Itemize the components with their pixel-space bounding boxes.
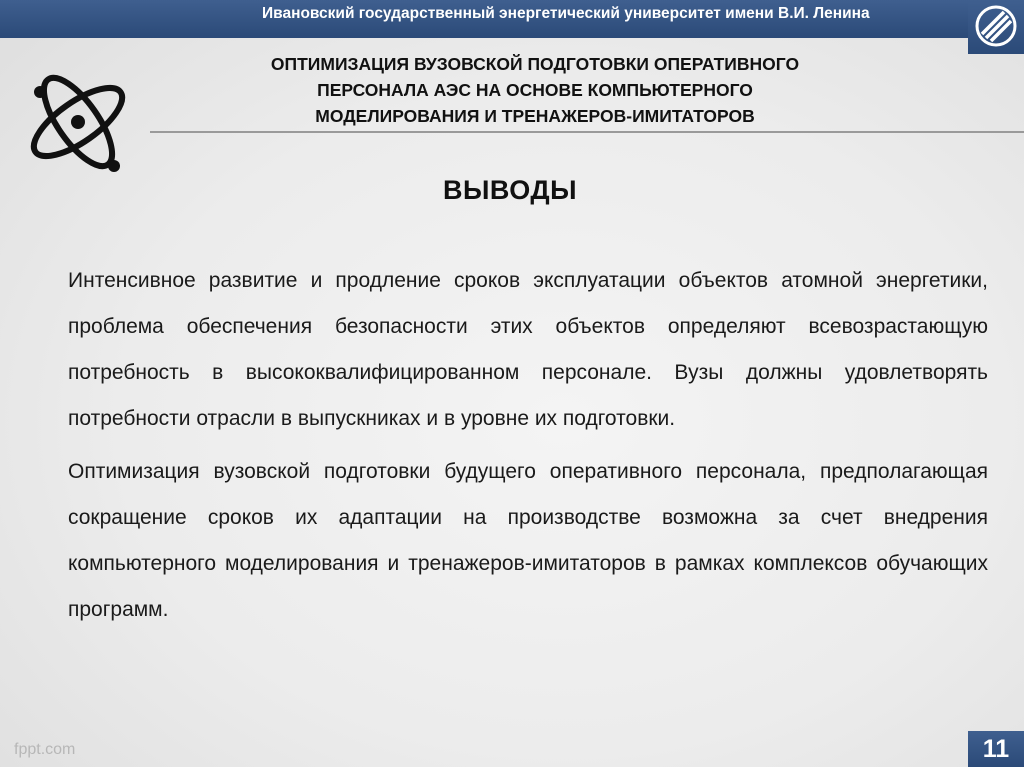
title-line-2: ПЕРСОНАЛА АЭС НА ОСНОВЕ КОМПЬЮТЕРНОГО — [317, 80, 753, 100]
atom-icon — [18, 62, 138, 182]
page-number-box — [968, 731, 1024, 767]
title-line-3: МОДЕЛИРОВАНИЯ И ТРЕНАЖЕРОВ-ИМИТАТОРОВ — [315, 106, 755, 126]
slide-heading: ВЫВОДЫ — [442, 175, 578, 205]
title-line-1: ОПТИМИЗАЦИЯ ВУЗОВСКОЙ ПОДГОТОВКИ ОПЕРАТИВНОГО — [270, 54, 800, 74]
paragraph-1: Интенсивное развитие и продление сроков эксплуатации объектов атомной энергетики, проблема обеспечения безопасности этих объектов определяют всевозрастающую потребность в высококвалифицированном персонале. Вузы должны удовлетворять потребности отрасли в выпускниках и в уровне их подготовки. — [68, 269, 988, 430]
watermark: fppt.com — [14, 741, 76, 758]
page-number: 11 — [982, 735, 1010, 763]
paragraph-2: Оптимизация вузовской подготовки будущего оперативного персонала, предполагающая сокращение сроков их адаптации на производстве возможна за счет внедрения компьютерного моделирования и тренажеров-имитаторов в рамках комплексов обучающих программ. — [68, 460, 988, 621]
presentation-title — [180, 51, 890, 129]
slide-body — [68, 258, 988, 640]
title-divider — [150, 131, 1024, 133]
university-logo — [968, 0, 1024, 54]
top-bar — [0, 0, 1024, 38]
university-logo-icon — [974, 4, 1018, 48]
university-name: Ивановский государственный энергетический университет имени В.И. Ленина — [262, 5, 870, 22]
